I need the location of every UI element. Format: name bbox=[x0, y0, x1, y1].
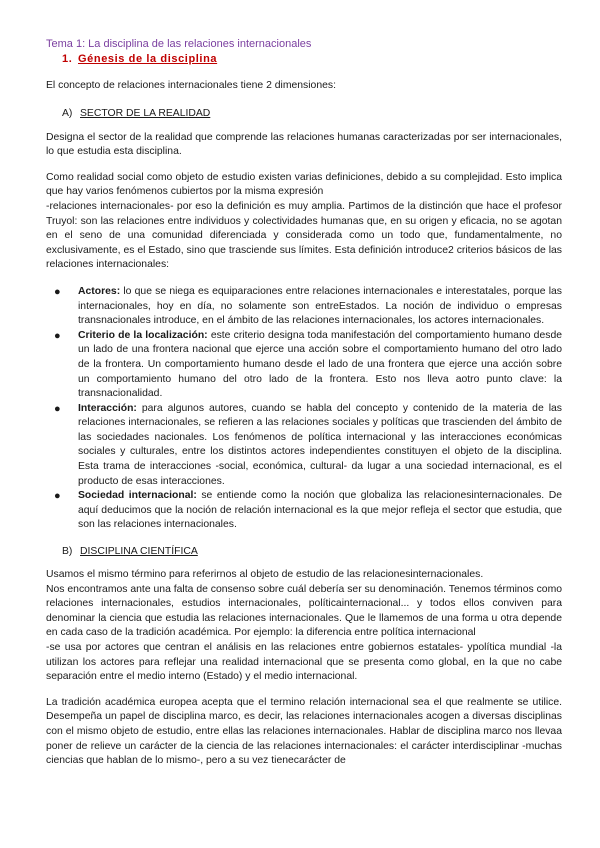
subsection-a-heading bbox=[62, 107, 562, 120]
bullet-icon: ● bbox=[54, 329, 61, 342]
list-item-term: Criterio de la localización: bbox=[78, 329, 208, 341]
subsection-a-title: SECTOR DE LA REALIDAD bbox=[80, 107, 211, 119]
list-item bbox=[54, 402, 562, 490]
section-title: Génesis de la disciplina bbox=[78, 53, 218, 65]
paragraph-a1: Designa el sector de la realidad que comprende las relaciones humanas caracterizadas por ser internacionales, lo que estudia esta disciplina. bbox=[46, 131, 562, 158]
list-item bbox=[54, 285, 562, 329]
section-number: 1. bbox=[62, 53, 73, 65]
paragraph-a3: -relaciones internacionales- por eso la definición es muy amplia. Partimos de la distinción que hace el profesor Truyol: son las relaciones entre individuos y colectividades humanas que, en su origen y eficacia, no se agotan en el seno de una comunidad diferenciada y considerada como un todo que, fundamentalmente, no exclusivamente, es el Estado, sino que trasciende sus límites. Esta definición introduce2 criterios básicos de las relaciones internacionales: bbox=[46, 200, 562, 271]
topic-heading: Tema 1: La disciplina de las relaciones internacionales bbox=[46, 38, 312, 50]
subsection-a-letter: A) bbox=[62, 107, 73, 119]
list-item-term: Interacción: bbox=[78, 402, 137, 414]
subsection-b-heading bbox=[62, 545, 562, 558]
section-heading-1 bbox=[62, 53, 562, 66]
paragraph-b2: Nos encontramos ante una falta de consenso sobre cuál debería ser su denominación. Tenemos términos como relaciones internacionales, estudios internacionales, políticainternacional... y todos ellos conviven para denominar la ciencia que estudia las relaciones internacionales. Que le llamemos de una forma u otra depende en cada caso de la tradición académica. Por ejemplo: la diferencia entre política internacional bbox=[46, 583, 562, 639]
list-item-term: Actores: bbox=[78, 285, 121, 297]
list-item-text: este criterio designa toda manifestación del comportamiento humano desde un lado de una frontera nacional que ejerce una acción sobre el comportamiento humano del otro lado de la frontera. Un comportamiento humano desde el lado de una frontera que ejerce una acción sobre un comportamiento humano del otro lado de la frontera. Esto nos lleva aotro punto clave: la transnacionalidad. bbox=[78, 329, 562, 400]
list-item-text: lo que se niega es equiparaciones entre relaciones internacionales e interestatales, porque las internacionales, hoy en día, no solamente son entreEstados. La noción de individuo o empresas transnacionales introduce, en el ámbito de las relaciones internacionales, los actores internacionales. bbox=[78, 285, 562, 327]
list-item bbox=[54, 329, 562, 402]
paragraph-b1: Usamos el mismo término para referirnos al objeto de estudio de las relacionesinternacionales. bbox=[46, 569, 484, 581]
bullet-icon: ● bbox=[54, 285, 61, 298]
subsection-b-title: DISCIPLINA CIENTÍFICA bbox=[80, 546, 198, 558]
list-item-text: para algunos autores, cuando se habla del concepto y contenido de la materia de las relaciones internacionales, se refieren a las relaciones sociales y políticas que trascienden del ámbito de las sociedades nacionales. Los fenómenos de política internacional y las interacciones económicas sociales y culturales, entre los distintos actores independientes constituyen el objeto de la disciplina. Esta trama de interacciones -social, económica, cultural- da lugar a una sociedad internacional, es el producto de esas interacciones. bbox=[78, 402, 562, 487]
paragraph-b4: La tradición académica europea acepta que el termino relación internacional sea el que realmente se utilice. Desempeña un papel de disciplina marco, es decir, las relaciones internacionales acogen a diversas disciplinas con el mismo objeto de estudio, entre ellas las relaciones internacionales. Hablar de disciplina marco nos llevaa poner de relieve un carácter de la ciencia de las relaciones internacionales: el carácter interdisciplinar -muchas ciencias que hablan de lo mismo-, pero a su vez tienecarácter de bbox=[46, 696, 562, 767]
intro-paragraph: El concepto de relaciones internacionales tiene 2 dimensiones: bbox=[46, 80, 336, 91]
paragraph-a2: Como realidad social como objeto de estudio existen varias definiciones, debido a su complejidad. Esto implica que hay varios fenómenos cubiertos por la misma expresión bbox=[46, 171, 562, 198]
list-item-term: Sociedad internacional: bbox=[78, 490, 197, 502]
bullet-icon: ● bbox=[54, 490, 61, 503]
list-item bbox=[54, 489, 562, 533]
paragraph-b3: -se usa por actores que centran el análisis en las relaciones entre gobiernos estatales- ypolítica mundial -la utilizan los actores para reflejar una realidad internacional que se presenta como global, en la que no cabe separación entre el medio interno (Estado) y el medio internacional. bbox=[46, 642, 562, 683]
criteria-list bbox=[46, 285, 562, 533]
subsection-b-letter: B) bbox=[62, 546, 73, 558]
bullet-icon: ● bbox=[54, 402, 61, 415]
document-page bbox=[46, 38, 562, 769]
list-item-text: se entiende como la noción que globaliza las relacionesinternacionales. De aquí deducimos que la noción de relación internacional es la que mejor refleja el sector que estudia, que son las relaciones internacionales. bbox=[78, 490, 562, 531]
